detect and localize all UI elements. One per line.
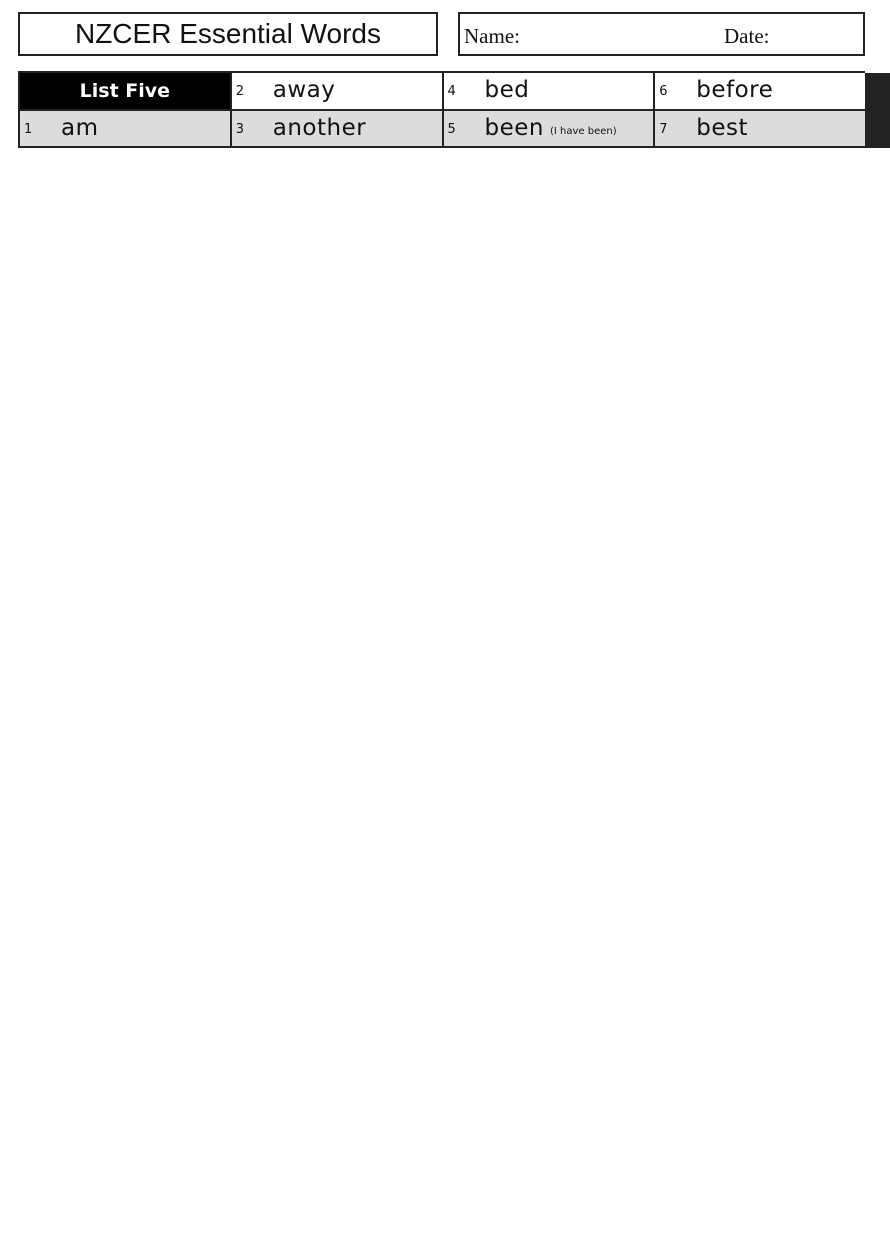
word-text xyxy=(696,77,773,103)
word-cell xyxy=(655,111,867,149)
worksheet-title-box xyxy=(18,12,438,56)
word-label: best xyxy=(696,114,749,141)
word-text xyxy=(273,115,366,141)
word-label: been xyxy=(484,114,544,141)
word-cell xyxy=(655,73,867,111)
list-header-label: List Five xyxy=(79,79,171,102)
word-cell xyxy=(444,111,656,149)
name-date-box xyxy=(458,12,865,56)
name-label: Name: xyxy=(464,24,520,48)
word-note: (I have been) xyxy=(549,125,617,137)
word-text xyxy=(485,115,617,141)
word-number: 6 xyxy=(659,84,668,99)
word-label: am xyxy=(61,114,99,141)
word-cell xyxy=(232,73,444,111)
word-text xyxy=(696,115,748,141)
word-cell xyxy=(20,111,232,149)
worksheet-title: NZCER Essential Words xyxy=(74,18,381,49)
word-grid xyxy=(18,71,865,148)
word-number: 2 xyxy=(235,84,245,99)
word-number: 4 xyxy=(447,84,456,99)
word-label: away xyxy=(272,77,336,103)
word-number: 1 xyxy=(24,121,33,137)
word-text xyxy=(61,115,99,141)
word-text xyxy=(485,77,530,103)
word-cell xyxy=(444,73,656,111)
date-label: Date: xyxy=(724,24,770,48)
list-header xyxy=(20,73,232,111)
word-label: another xyxy=(272,114,367,141)
word-label: bed xyxy=(484,77,530,103)
word-number: 3 xyxy=(235,121,245,137)
word-cell xyxy=(232,111,444,149)
word-text xyxy=(273,77,336,103)
word-label: before xyxy=(696,77,774,103)
word-number: 7 xyxy=(659,121,668,137)
word-number: 5 xyxy=(447,121,456,137)
